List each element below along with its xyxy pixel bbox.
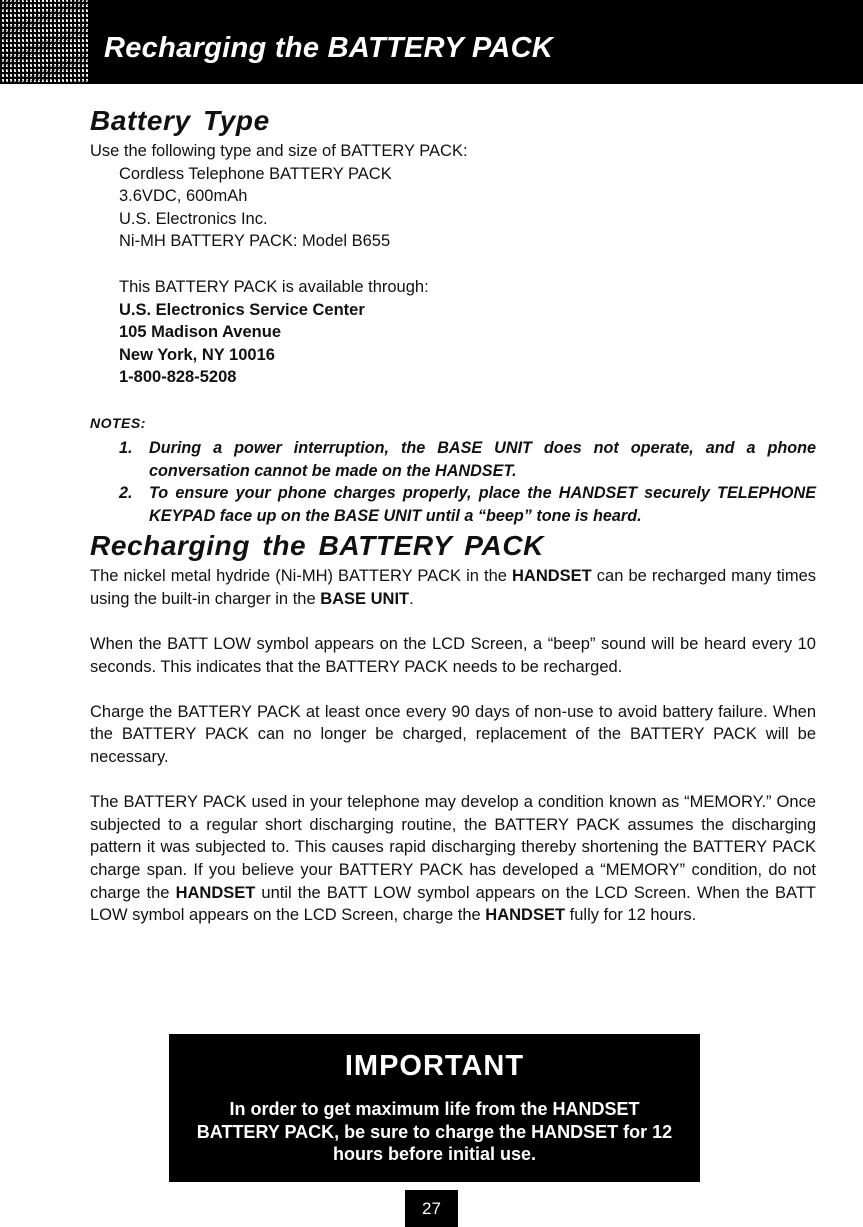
recharging-paragraph-4 bbox=[90, 791, 816, 927]
notes-label: NOTES: bbox=[90, 414, 146, 431]
important-text: In order to get maximum life from the HANDSET BATTERY PACK, be sure to charge the HANDSET for 12 hours before initial use. bbox=[196, 1099, 673, 1164]
main-content bbox=[90, 102, 816, 927]
text-run: fully for 12 hours. bbox=[565, 906, 697, 925]
recharging-paragraph-2: When the BATT LOW symbol appears on the LCD Screen, a “beep” sound will be heard every 10 seconds. This indicates that the BATTERY PACK needs to be recharged. bbox=[90, 635, 816, 676]
service-center-name: U.S. Electronics Service Center bbox=[119, 300, 365, 319]
battery-type-intro: Use the following type and size of BATTERY PACK: bbox=[90, 142, 468, 160]
page-title: Recharging the BATTERY PACK bbox=[104, 32, 554, 64]
note-number: 2. bbox=[119, 484, 133, 503]
recharging-paragraph-1 bbox=[90, 565, 816, 610]
battery-spec-line: U.S. Electronics Inc. bbox=[119, 209, 268, 228]
spacer bbox=[90, 253, 816, 276]
text-run: . bbox=[409, 589, 414, 608]
service-center-city: New York, NY 10016 bbox=[119, 345, 275, 364]
battery-spec-line: 3.6VDC, 600mAh bbox=[119, 187, 248, 206]
note-item bbox=[90, 482, 816, 527]
battery-spec-line: Cordless Telephone BATTERY PACK bbox=[119, 164, 392, 183]
handset-term: HANDSET bbox=[485, 906, 566, 925]
battery-type-heading: Battery Type bbox=[90, 105, 270, 136]
recharging-paragraph-3: Charge the BATTERY PACK at least once every 90 days of non-use to avoid battery failure. When the BATTERY PACK can no longer be charged, replacement of the BATTERY PACK will be necessary. bbox=[90, 702, 816, 767]
note-text: To ensure your phone charges properly, place the HANDSET securely TELEPHONE KEYPAD face up on the BASE UNIT until a “beep” tone is heard. bbox=[149, 484, 816, 525]
text-run: can be recharged many times using the built-in charger in the bbox=[90, 567, 816, 608]
important-box bbox=[169, 1034, 700, 1182]
note-item bbox=[90, 437, 816, 482]
handset-term: HANDSET bbox=[511, 567, 592, 586]
service-center-street: 105 Madison Avenue bbox=[119, 323, 281, 342]
handset-term: HANDSET bbox=[175, 883, 256, 902]
text-run: The nickel metal hydride (Ni-MH) BATTERY PACK in the bbox=[90, 567, 512, 586]
header-bar bbox=[0, 0, 863, 84]
header-pattern-decoration bbox=[0, 0, 88, 84]
text-run: until the BATT LOW symbol appears on the LCD Screen. When the BATT LOW symbol appears on the LCD Screen, charge the bbox=[90, 883, 816, 925]
availability-intro: This BATTERY PACK is available through: bbox=[119, 277, 429, 296]
note-text: During a power interruption, the BASE UNIT does not operate, and a phone conversation cannot be made on the HANDSET. bbox=[149, 438, 816, 480]
important-title: IMPORTANT bbox=[344, 1050, 525, 1082]
base-unit-term: BASE UNIT bbox=[320, 589, 410, 608]
text-run: The BATTERY PACK used in your telephone may develop a condition known as “MEMORY.” Once subjected to a regular short discharging routine, the BATTERY PACK assumes the discharging pattern it was subjected to. This causes rapid discharging thereby shortening the BATTERY PACK charge span. If you believe your BATTERY PACK has developed a “MEMORY” condition, do not charge the bbox=[90, 793, 816, 902]
recharging-heading: Recharging the BATTERY PACK bbox=[90, 530, 544, 562]
page-number: 27 bbox=[405, 1190, 458, 1227]
note-number: 1. bbox=[119, 438, 133, 457]
service-center-phone: 1-800-828-5208 bbox=[119, 368, 237, 387]
notes-list bbox=[90, 437, 816, 527]
battery-spec-line: Ni-MH BATTERY PACK: Model B655 bbox=[119, 232, 391, 251]
